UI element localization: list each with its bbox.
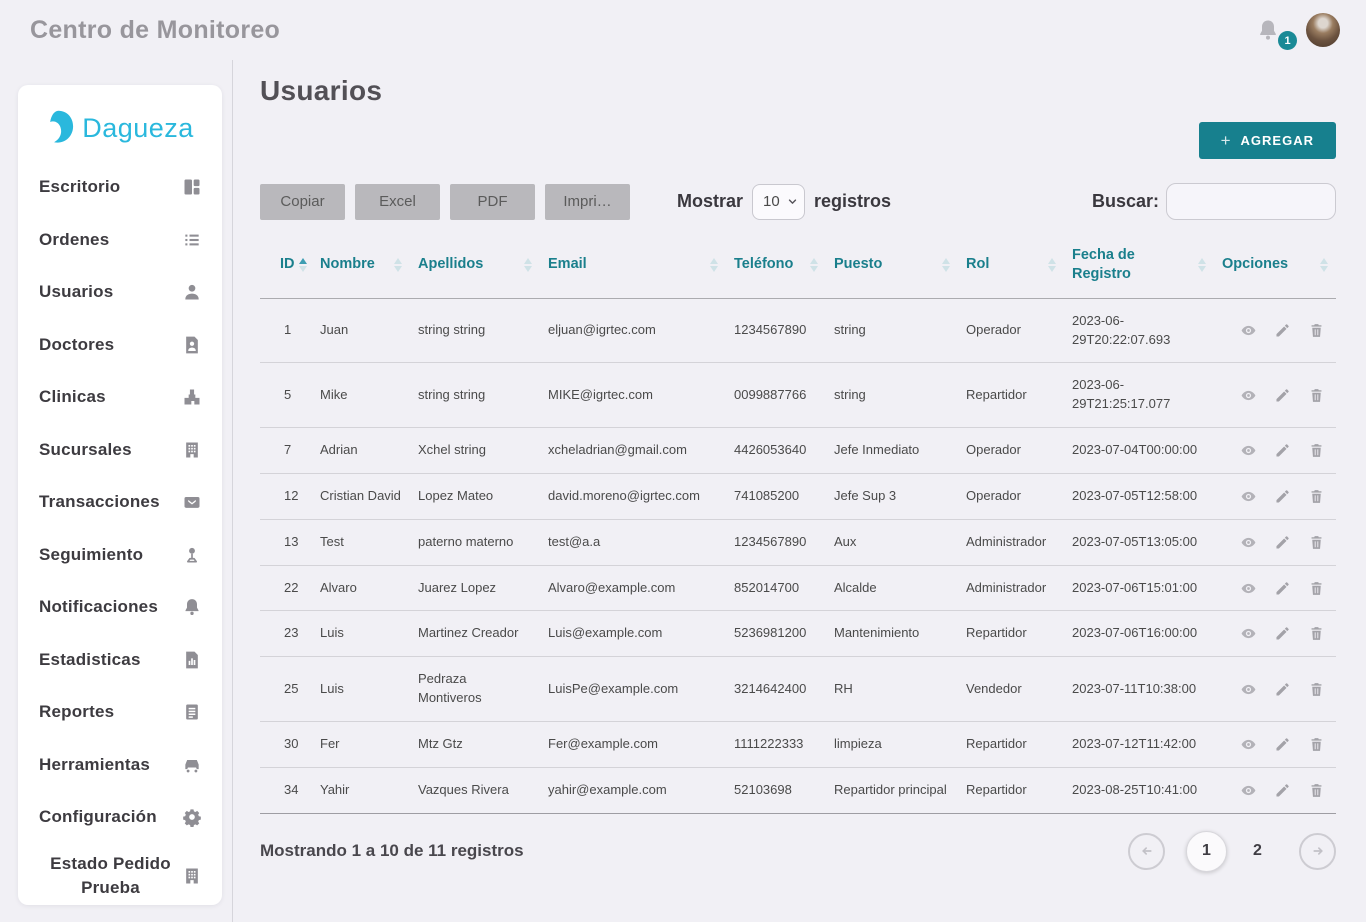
cell-nombre: Fer: [312, 721, 410, 767]
cell-id: 1: [260, 298, 312, 363]
logo-text: Dagueza: [82, 112, 194, 143]
topbar: [0, 0, 1366, 60]
cell-apellidos: string string: [410, 363, 540, 428]
trash-icon: [1308, 681, 1325, 698]
cell-fecha-de-registro: 2023-07-11T10:38:00: [1064, 657, 1214, 722]
delete-button[interactable]: [1308, 534, 1325, 551]
cell-nombre: Yahir: [312, 767, 410, 813]
cell-id: 5: [260, 363, 312, 428]
delete-button[interactable]: [1308, 625, 1325, 642]
records-info: Mostrando 1 a 10 de 11 registros: [260, 841, 524, 861]
trash-icon: [1308, 322, 1325, 339]
delete-button[interactable]: [1308, 782, 1325, 799]
cell-telefono: 1111222333: [726, 721, 826, 767]
cell-id: 12: [260, 473, 312, 519]
delete-button[interactable]: [1308, 580, 1325, 597]
building-icon: [182, 440, 202, 460]
column-label: Rol: [966, 256, 990, 273]
notification-badge: 1: [1278, 31, 1297, 50]
table-toolbar: [260, 183, 1336, 220]
cell-fecha-de-registro: 2023-08-25T10:41:00: [1064, 767, 1214, 813]
trash-icon: [1308, 442, 1325, 459]
car-icon: [182, 755, 202, 775]
sidebar-item-label: Estado Pedido Prueba: [50, 853, 171, 898]
page-size-select[interactable]: [752, 184, 805, 220]
cell-rol: Vendedor: [958, 657, 1064, 722]
table-row: [260, 298, 1336, 363]
user-icon: [182, 282, 202, 302]
cell-apellidos: paterno materno: [410, 519, 540, 565]
edit-button[interactable]: [1274, 736, 1291, 753]
cell-apellidos: Mtz Gtz: [410, 721, 540, 767]
sidebar-item-escritorio[interactable]: [18, 161, 222, 214]
edit-button[interactable]: [1274, 387, 1291, 404]
sort-arrows-icon: [941, 258, 950, 273]
pagination: [1128, 831, 1336, 872]
sidebar-card: [18, 85, 222, 905]
cell-puesto: RH: [826, 657, 958, 722]
previous-page-button[interactable]: [1128, 833, 1165, 870]
sidebar-item-label: Usuarios: [39, 282, 114, 302]
cell-apellidos: Juarez Lopez: [410, 565, 540, 611]
sidebar-item-notificaciones[interactable]: [18, 581, 222, 634]
view-button[interactable]: [1240, 442, 1257, 459]
cell-rol: Operador: [958, 428, 1064, 474]
sidebar-item-label: Configuración: [39, 807, 157, 827]
cell-email: Fer@example.com: [540, 721, 726, 767]
cell-puesto: string: [826, 363, 958, 428]
table-body: [260, 298, 1336, 813]
sidebar-item-clinicas[interactable]: [18, 371, 222, 424]
trash-icon: [1308, 782, 1325, 799]
cell-opciones: [1214, 565, 1336, 611]
cell-puesto: Repartidor principal: [826, 767, 958, 813]
eye-icon: [1240, 625, 1257, 642]
column-label: Puesto: [834, 256, 883, 273]
document-person-icon: [182, 335, 202, 355]
wallet-icon: [182, 492, 202, 512]
sort-arrows-icon: [523, 258, 532, 273]
column-header-opciones[interactable]: [1214, 236, 1336, 298]
user-avatar[interactable]: [1306, 13, 1340, 47]
export-button-impri-[interactable]: Impri…: [545, 184, 630, 220]
cell-opciones: [1214, 473, 1336, 519]
logo[interactable]: [18, 101, 222, 161]
add-button-label: AGREGAR: [1240, 133, 1314, 148]
sidebar-item-ordenes[interactable]: [18, 214, 222, 267]
trash-icon: [1308, 387, 1325, 404]
cell-opciones: [1214, 298, 1336, 363]
pencil-icon: [1274, 488, 1291, 505]
eye-icon: [1240, 736, 1257, 753]
sidebar-item-usuarios[interactable]: [18, 266, 222, 319]
column-label: Apellidos: [418, 256, 484, 273]
sidebar-column: [0, 60, 233, 922]
table-row: [260, 657, 1336, 722]
app-title: Centro de Monitoreo: [30, 15, 281, 44]
column-header-rol[interactable]: [958, 236, 1064, 298]
eye-icon: [1240, 782, 1257, 799]
plus-icon: +: [1220, 130, 1232, 150]
cell-fecha-de-registro: 2023-07-04T00:00:00: [1064, 428, 1214, 474]
cell-nombre: Juan: [312, 298, 410, 363]
pencil-icon: [1274, 387, 1291, 404]
column-header-id[interactable]: [260, 236, 312, 298]
table-row: [260, 363, 1336, 428]
main-content: [233, 60, 1366, 922]
cell-telefono: 52103698: [726, 767, 826, 813]
report-icon: [182, 702, 202, 722]
column-header-apellidos[interactable]: [410, 236, 540, 298]
sidebar-item-configuracion[interactable]: [18, 791, 222, 844]
cell-rol: Repartidor: [958, 721, 1064, 767]
cell-email: Luis@example.com: [540, 611, 726, 657]
column-label: Opciones: [1222, 256, 1289, 273]
cell-telefono: 4426053640: [726, 428, 826, 474]
view-button[interactable]: [1240, 681, 1257, 698]
sidebar-item-label: Estadisticas: [39, 649, 141, 669]
edit-button[interactable]: [1274, 534, 1291, 551]
cell-fecha-de-registro: 2023-06-29T20:22:07.693: [1064, 298, 1214, 363]
sidebar-item-label: Escritorio: [39, 177, 121, 197]
cell-id: 22: [260, 565, 312, 611]
edit-button[interactable]: [1274, 442, 1291, 459]
eye-icon: [1240, 488, 1257, 505]
edit-button[interactable]: [1274, 322, 1291, 339]
sort-arrows-icon: [1197, 258, 1206, 273]
trash-icon: [1308, 534, 1325, 551]
cell-puesto: Mantenimiento: [826, 611, 958, 657]
cell-puesto: Jefe Inmediato: [826, 428, 958, 474]
table-row: [260, 611, 1336, 657]
trash-icon: [1308, 736, 1325, 753]
delete-button[interactable]: [1308, 322, 1325, 339]
cell-email: david.moreno@igrtec.com: [540, 473, 726, 519]
cell-nombre: Mike: [312, 363, 410, 428]
cell-apellidos: Xchel string: [410, 428, 540, 474]
table-row: [260, 565, 1336, 611]
column-header-puesto[interactable]: [826, 236, 958, 298]
cell-nombre: Luis: [312, 611, 410, 657]
cell-id: 25: [260, 657, 312, 722]
add-user-button[interactable]: [1199, 122, 1336, 159]
cell-email: xcheladrian@gmail.com: [540, 428, 726, 474]
cell-puesto: limpieza: [826, 721, 958, 767]
column-header-email[interactable]: [540, 236, 726, 298]
search-input[interactable]: [1166, 183, 1336, 220]
cell-id: 30: [260, 721, 312, 767]
records-label: registros: [814, 191, 892, 211]
cell-email: yahir@example.com: [540, 767, 726, 813]
sidebar-item-label: Notificaciones: [39, 597, 158, 617]
cell-opciones: [1214, 428, 1336, 474]
pencil-icon: [1274, 534, 1291, 551]
cell-telefono: 5236981200: [726, 611, 826, 657]
eye-icon: [1240, 387, 1257, 404]
sort-arrows-icon: [1319, 258, 1328, 273]
sort-arrows-icon: [1047, 258, 1056, 273]
eye-icon: [1240, 681, 1257, 698]
cell-puesto: Alcalde: [826, 565, 958, 611]
trash-icon: [1308, 580, 1325, 597]
eye-icon: [1240, 442, 1257, 459]
cell-email: test@a.a: [540, 519, 726, 565]
eye-icon: [1240, 322, 1257, 339]
cell-id: 23: [260, 611, 312, 657]
cell-rol: Administrador: [958, 519, 1064, 565]
map-pin-icon: [182, 545, 202, 565]
export-button-excel[interactable]: Excel: [355, 184, 440, 220]
sidebar-item-label: Reportes: [39, 702, 115, 722]
chart-document-icon: [182, 650, 202, 670]
sidebar-item-reportes[interactable]: [18, 686, 222, 739]
cell-apellidos: Pedraza Montiveros: [410, 657, 540, 722]
cell-fecha-de-registro: 2023-07-05T13:05:00: [1064, 519, 1214, 565]
table-row: [260, 428, 1336, 474]
cell-rol: Repartidor: [958, 767, 1064, 813]
cell-puesto: string: [826, 298, 958, 363]
cell-email: eljuan@igrtec.com: [540, 298, 726, 363]
cell-fecha-de-registro: 2023-07-06T16:00:00: [1064, 611, 1214, 657]
export-button-copiar[interactable]: Copiar: [260, 184, 345, 220]
sort-arrows-icon: [299, 258, 308, 273]
export-button-pdf[interactable]: PDF: [450, 184, 535, 220]
page-title: Usuarios: [260, 75, 383, 106]
sidebar-item-label: Ordenes: [39, 229, 110, 249]
users-table: [260, 236, 1336, 814]
column-label: Fecha de Registro: [1072, 247, 1135, 282]
cell-email: LuisPe@example.com: [540, 657, 726, 722]
cell-opciones: [1214, 767, 1336, 813]
sidebar-item-label: Herramientas: [39, 754, 151, 774]
export-buttons: [260, 184, 630, 220]
cell-opciones: [1214, 721, 1336, 767]
cell-id: 34: [260, 767, 312, 813]
cell-rol: Operador: [958, 473, 1064, 519]
sort-arrows-icon: [809, 258, 818, 273]
view-button[interactable]: [1240, 488, 1257, 505]
cell-telefono: 741085200: [726, 473, 826, 519]
cell-telefono: 3214642400: [726, 657, 826, 722]
hospital-icon: [182, 387, 202, 407]
column-header-nombre[interactable]: [312, 236, 410, 298]
view-button[interactable]: [1240, 580, 1257, 597]
sort-arrows-icon: [393, 258, 402, 273]
sidebar-item-estadisticas[interactable]: [18, 634, 222, 687]
sort-arrows-icon: [709, 258, 718, 273]
eye-icon: [1240, 534, 1257, 551]
cell-telefono: 1234567890: [726, 298, 826, 363]
page-button-2[interactable]: 2: [1237, 831, 1278, 872]
cell-telefono: 852014700: [726, 565, 826, 611]
table-row: [260, 721, 1336, 767]
cell-rol: Operador: [958, 298, 1064, 363]
sidebar-item-seguimiento[interactable]: [18, 529, 222, 582]
cell-rol: Repartidor: [958, 363, 1064, 428]
view-button[interactable]: [1240, 736, 1257, 753]
column-header-telefono[interactable]: [726, 236, 826, 298]
cell-telefono: 1234567890: [726, 519, 826, 565]
delete-button[interactable]: [1308, 681, 1325, 698]
sidebar-nav: [18, 161, 222, 905]
bell-icon: [182, 597, 202, 617]
cell-apellidos: Vazques Rivera: [410, 767, 540, 813]
sidebar-item-doctores[interactable]: [18, 319, 222, 372]
sidebar-item-label: Sucursales: [39, 439, 132, 459]
next-page-button[interactable]: [1299, 833, 1336, 870]
pencil-icon: [1274, 782, 1291, 799]
column-label: Teléfono: [734, 256, 794, 273]
pencil-icon: [1274, 736, 1291, 753]
table-row: [260, 519, 1336, 565]
sidebar-item-estado-pedido-prueba[interactable]: [18, 844, 222, 906]
cell-fecha-de-registro: 2023-07-05T12:58:00: [1064, 473, 1214, 519]
table-footer: [260, 831, 1336, 872]
cell-puesto: Jefe Sup 3: [826, 473, 958, 519]
edit-button[interactable]: [1274, 625, 1291, 642]
cell-nombre: Alvaro: [312, 565, 410, 611]
cell-rol: Repartidor: [958, 611, 1064, 657]
arrow-right-icon: [1308, 841, 1328, 861]
sidebar-item-herramientas[interactable]: [18, 739, 222, 792]
sidebar-item-label: Seguimiento: [39, 544, 144, 564]
cell-nombre: Luis: [312, 657, 410, 722]
search-label: Buscar:: [1091, 191, 1159, 211]
sidebar-item-sucursales[interactable]: [18, 424, 222, 477]
cell-nombre: Cristian David: [312, 473, 410, 519]
cell-opciones: [1214, 657, 1336, 722]
cell-fecha-de-registro: 2023-06-29T21:25:17.077: [1064, 363, 1214, 428]
edit-button[interactable]: [1274, 488, 1291, 505]
eye-icon: [1240, 580, 1257, 597]
list-icon: [182, 230, 202, 250]
table-row: [260, 473, 1336, 519]
dashboard-icon: [182, 177, 202, 197]
column-label: Nombre: [320, 256, 375, 273]
cell-opciones: [1214, 611, 1336, 657]
edit-button[interactable]: [1274, 782, 1291, 799]
trash-icon: [1308, 488, 1325, 505]
delete-button[interactable]: [1308, 736, 1325, 753]
cell-opciones: [1214, 519, 1336, 565]
view-button[interactable]: [1240, 625, 1257, 642]
gear-icon: [182, 807, 202, 827]
table-row: [260, 767, 1336, 813]
notifications-button[interactable]: [1256, 18, 1291, 47]
cell-email: Alvaro@example.com: [540, 565, 726, 611]
view-button[interactable]: [1240, 782, 1257, 799]
dagueza-logo-icon: [46, 109, 76, 147]
sidebar-item-label: Transacciones: [39, 492, 160, 512]
column-label: ID: [280, 256, 295, 273]
arrow-left-icon: [1137, 841, 1157, 861]
show-label: Mostrar: [677, 191, 744, 211]
page-numbers: [1186, 831, 1278, 872]
pencil-icon: [1274, 442, 1291, 459]
edit-button[interactable]: [1274, 681, 1291, 698]
cell-id: 7: [260, 428, 312, 474]
view-button[interactable]: [1240, 322, 1257, 339]
trash-icon: [1308, 625, 1325, 642]
cell-puesto: Aux: [826, 519, 958, 565]
cell-id: 13: [260, 519, 312, 565]
page-button-1[interactable]: 1: [1186, 831, 1227, 872]
column-label: Email: [548, 256, 587, 273]
edit-button[interactable]: [1274, 580, 1291, 597]
delete-button[interactable]: [1308, 387, 1325, 404]
cell-telefono: 0099887766: [726, 363, 826, 428]
cell-rol: Administrador: [958, 565, 1064, 611]
cell-nombre: Adrian: [312, 428, 410, 474]
pencil-icon: [1274, 322, 1291, 339]
cell-apellidos: Martinez Creador: [410, 611, 540, 657]
building-icon: [182, 866, 202, 886]
table-header: [260, 236, 1336, 298]
column-header-fecha-de-registro[interactable]: [1064, 236, 1214, 298]
delete-button[interactable]: [1308, 488, 1325, 505]
cell-apellidos: string string: [410, 298, 540, 363]
pencil-icon: [1274, 681, 1291, 698]
view-button[interactable]: [1240, 534, 1257, 551]
sidebar-item-transacciones[interactable]: [18, 476, 222, 529]
cell-fecha-de-registro: 2023-07-12T11:42:00: [1064, 721, 1214, 767]
sidebar-item-label: Clinicas: [39, 387, 106, 407]
bell-icon: [1256, 18, 1280, 42]
cell-apellidos: Lopez Mateo: [410, 473, 540, 519]
sidebar-item-label: Doctores: [39, 334, 115, 354]
cell-nombre: Test: [312, 519, 410, 565]
cell-fecha-de-registro: 2023-07-06T15:01:00: [1064, 565, 1214, 611]
cell-opciones: [1214, 363, 1336, 428]
view-button[interactable]: [1240, 387, 1257, 404]
delete-button[interactable]: [1308, 442, 1325, 459]
pencil-icon: [1274, 625, 1291, 642]
cell-email: MIKE@igrtec.com: [540, 363, 726, 428]
pencil-icon: [1274, 580, 1291, 597]
